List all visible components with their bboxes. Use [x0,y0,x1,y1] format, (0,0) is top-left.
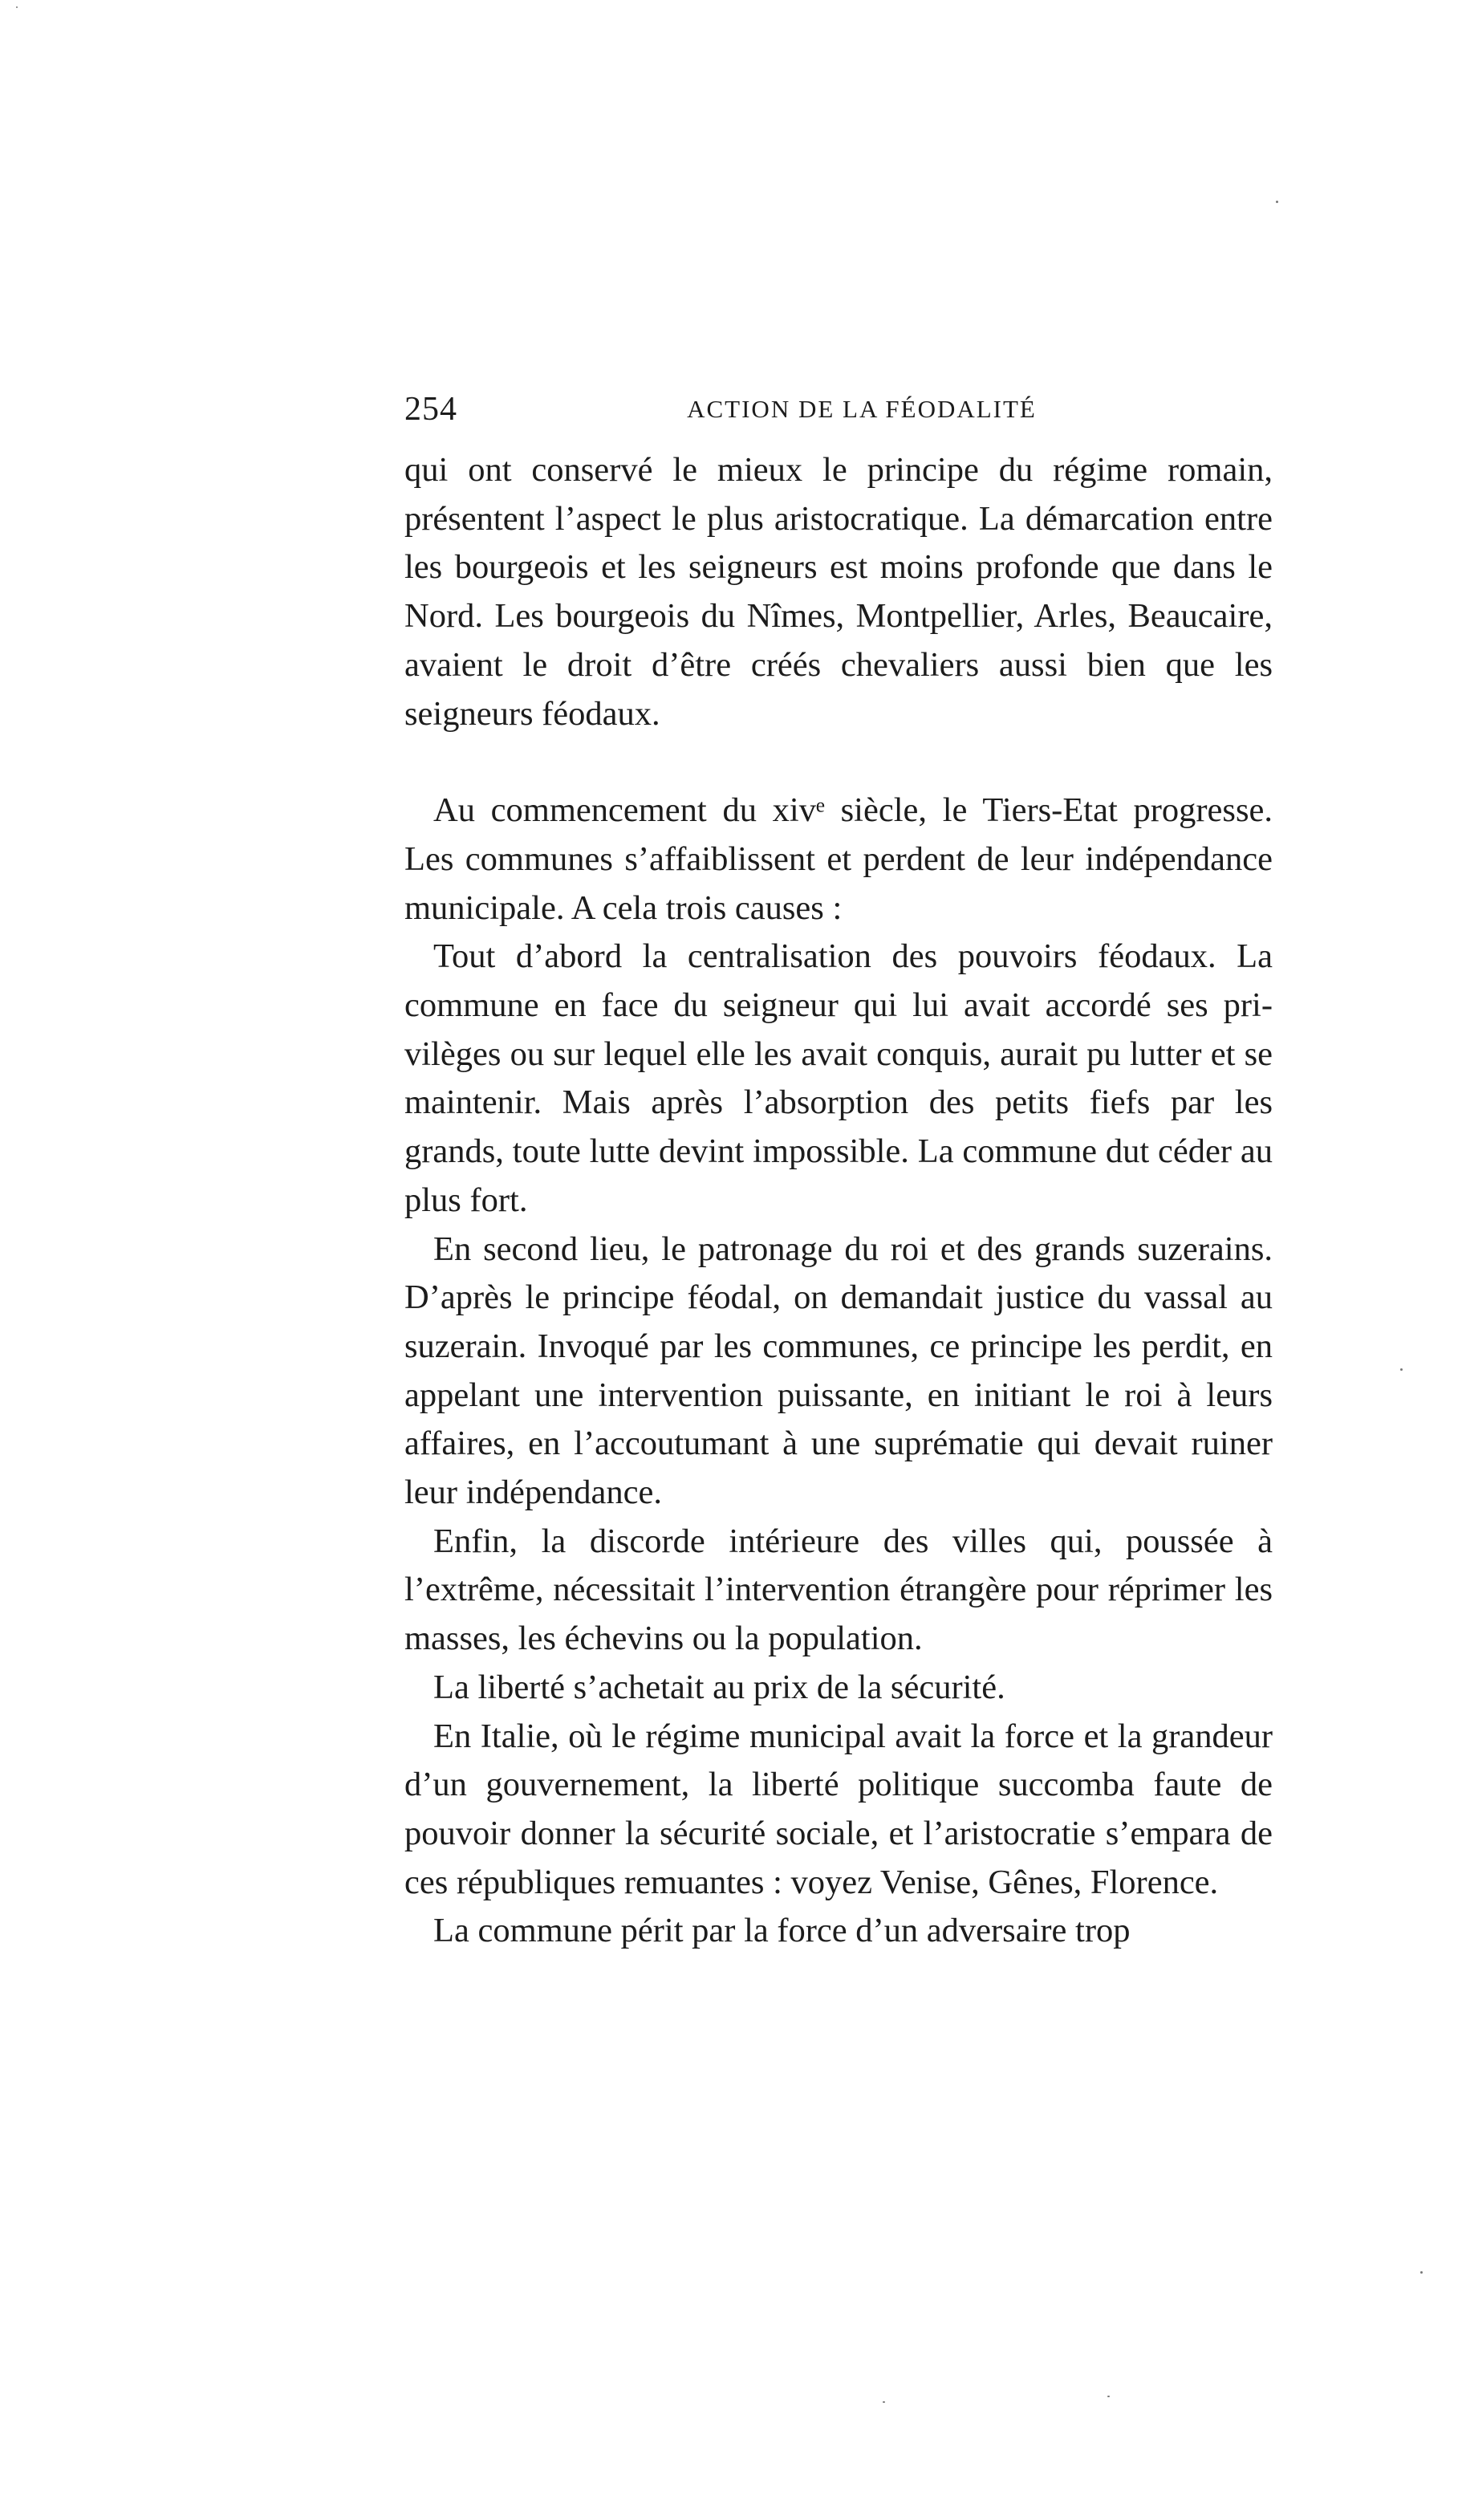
scan-speck [16,6,18,8]
paragraph: Tout d’abord la centralisation des pouvoirs féodaux. La commune en face du seigneur qui lui avait accordé ses privilèges ou sur lequel elle les avait conquis, aurait pu lutter et se maintenir. Mais après l’absorption des petits fiefs par les grands, toute lutte devint impossible. La commune dut céder au plus fort. [404,937,1273,1219]
paragraph: En Italie, où le régime municipal avait la force et la grandeur d’un gouvernement, la liberté politique succomba faute de pouvoir donner la sécurité sociale, et l’aristocratie s’empara de ces républiques remuantes : voyez Venise, Gênes, Florence. [404,1717,1273,1901]
paragraph: En second lieu, le patronage du roi et des grands suzerains. D’après le principe féodal, on demandait justice du vassal au suzerain. Invoqué par les communes, ce principe les perdit, en appelant une intervention puissante, en initiant le roi à leurs affaires, en l’accoutumant à une suprématie qui devait ruiner leur indépendance. [404,1230,1273,1512]
scan-speck [1276,201,1278,203]
scan-speck [1107,2396,1110,2397]
paragraph: Au commencement du xivᵉ siècle, le Tiers-Etat progresse. Les communes s’affaiblissent et perdent de leur indépendance municipale. A cela trois causes : [404,791,1273,927]
running-title: ACTION DE LA FÉODALITÉ [687,395,1037,423]
scan-speck [1420,2271,1423,2274]
paragraph: La liberté s’achetait au prix de la sécurité. [433,1668,1005,1706]
paragraph: Enfin, la discorde intérieure des villes qui, poussée à l’extrême, nécessitait l’intervention étrangère pour réprimer les masses, les échevins ou la population. [404,1522,1273,1658]
running-head [404,385,1271,433]
paragraph: La commune périt par la force d’un adversaire trop [433,1912,1131,1950]
page-number: 254 [404,391,457,428]
scan-speck [1400,1368,1403,1371]
paragraph-continuation: qui ont conservé le mieux le principe du régime romain, présentent l’aspect le plus aristocratique. La démarcation entre les bourgeois et les seigneurs est moins profonde que dans le Nord. Les bourgeois du Nîmes, Montpellier, Arles, Beaucaire, avaient le droit d’être créés chevaliers aussi bien que les seigneurs féodaux. [404,451,1273,733]
scan-speck [883,2401,885,2403]
body-text [404,446,1273,1956]
